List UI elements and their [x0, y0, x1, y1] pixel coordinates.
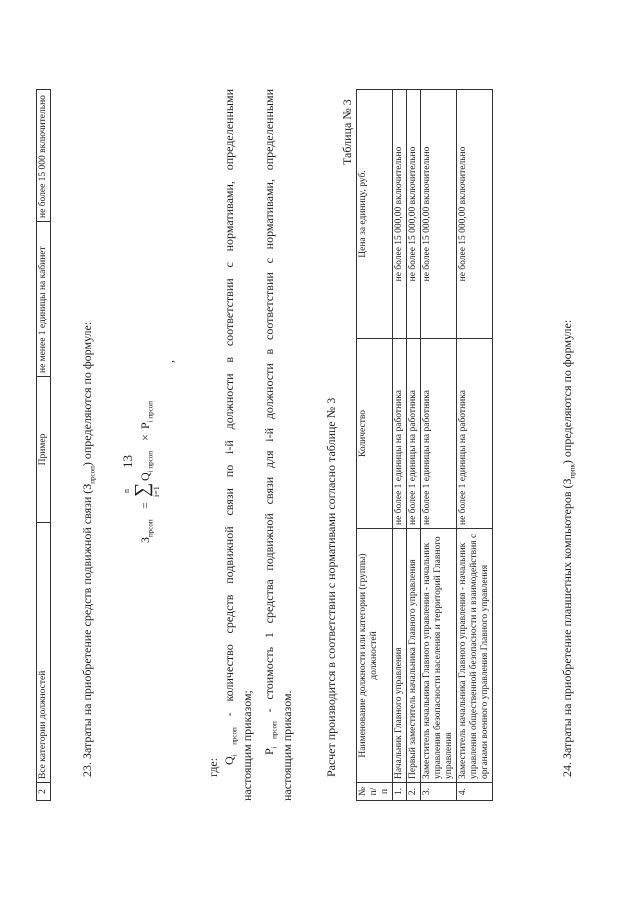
table-row: [37, 90, 51, 801]
calc-text: Расчет производится в соответствии с нормативами согласно таблице № 3: [324, 397, 338, 777]
table-row: [393, 90, 407, 801]
price-cell: не более 15 000,00 включительно: [407, 90, 421, 339]
price-cell: не более 15 000,00 включительно: [457, 90, 493, 339]
qty-cell: не более 1 единицы на работника: [421, 339, 457, 529]
col-header-qty: Количество: [357, 339, 393, 529]
q-definition-line2: настоящим приказом;: [240, 690, 254, 801]
p-definition-line1: $P_{i пpcоп}$ - стоимость 1 средства подвижной связи для i-й должности в соответствии с нормативами, определенными: [262, 89, 279, 755]
col-header-price: Цена за единицу, руб.: [357, 90, 393, 339]
row-number: 1.: [393, 783, 407, 801]
col-header-number: № п/п: [357, 783, 393, 801]
position-cell: Первый заместитель начальника Главного управления: [407, 529, 421, 783]
section-23-heading: 23. Затраты на приобретение средств подвижной связи $(З_{пpcоп})$ определяются по формуле:: [80, 321, 97, 777]
table-header-row: [357, 90, 393, 801]
item-cell: Пример: [37, 377, 51, 523]
page-number: 13: [120, 455, 135, 468]
price-cell: не более 15 000,00 включительно: [421, 90, 457, 339]
where-label: где:: [206, 757, 220, 777]
table-row: [407, 90, 421, 801]
qty-cell: не более 1 единицы на работника: [393, 339, 407, 529]
p-definition-line2: настоящим приказом.: [280, 690, 294, 801]
q-definition-line1: $Q_{i пpcоп}$ - количество средств подвижной связи по i-й должности в соответствии с нормативами, определенными: [222, 89, 239, 765]
continued-table: [36, 89, 51, 801]
category-cell: Все категории должностей: [37, 523, 51, 783]
norms-table: [356, 89, 493, 801]
row-number: 4.: [457, 783, 493, 801]
table-label: Таблица № 3: [340, 99, 354, 165]
price-cell: не более 15 000,00 включительно: [393, 90, 407, 339]
row-number: 3.: [421, 783, 457, 801]
row-number: 2: [37, 783, 51, 801]
table-row: [421, 90, 457, 801]
position-cell: Заместитель начальника Главного управления - начальник управления общественной безопасности и взаимодействия с органами военного управления Главного управления: [457, 529, 493, 783]
position-cell: Заместитель начальника Главного управления - начальник управления безопасности населения и территорий Главного управления: [421, 529, 457, 783]
price-cell: не более 15 000 включительно: [37, 90, 51, 222]
qty-cell: не более 1 единицы на работника: [457, 339, 493, 529]
section-24-heading: 24. Затраты на приобретение планшетных компьютеров $(З_{прпк})$ определяются по формуле:: [560, 319, 577, 777]
table-row: [457, 90, 493, 801]
row-number: 2.: [407, 783, 421, 801]
qty-cell: не более 1 единицы на работника: [407, 339, 421, 529]
col-header-position: Наименование должности или категории (группы) должностей: [357, 529, 393, 783]
qty-cell: не менее 1 единицы на кабинет: [37, 222, 51, 377]
position-cell: Начальник Главного управления: [393, 529, 407, 783]
rotated-document-page: 13 2 Все категории должностей Пример не менее 1 единицы на кабинет не более 15 000 включительно 23. Затраты на приобретение средств подвижной связи $(З_{пpcоп})$ определяются по формуле: $З_{пpcоп}$ = n ∑ i=1 $Q_{i пpcоп}$ × $P_{i пpcоп}$ , где: $Q_{i пpcоп}$ - количество средств подвижной связи по i-й должности в соответствии с нормативами, определенными настоящим приказом; $P_{i пpcоп}$ - стоимость 1 средства подвижной связи для i-й должности в соответствии с нормативами, определенными настоящим приказом. Расчет производится в соответствии с нормативами согласно таблице № 3 Таблица № 3 № п/п Наименование должности или категории (группы) должностей Количество Цена за единицу, руб. 1. Начальник Главного управления не более 1 единицы на работника не более 15 000,00 включительно 2. Первый заместитель начальника Главного управления не более 1 единицы на работника не более 15 000,00 включительно 3. Заместитель начальника Главного управления - начальник управления безопасности населения и территорий Главного управления не более 1 единицы на работника не более 15 000,00 включительно 4. Заместитель начальника Главного управления - начальник управления общественной безопасности и взаимодействия с органами военного управления Главного управления не более 1 единицы на работника не более 15 000,00 включительно 24. Затраты на приобретение планшетных компьютеров $(З_{прпк})$ определяются по формуле:: [0, 0, 640, 905]
